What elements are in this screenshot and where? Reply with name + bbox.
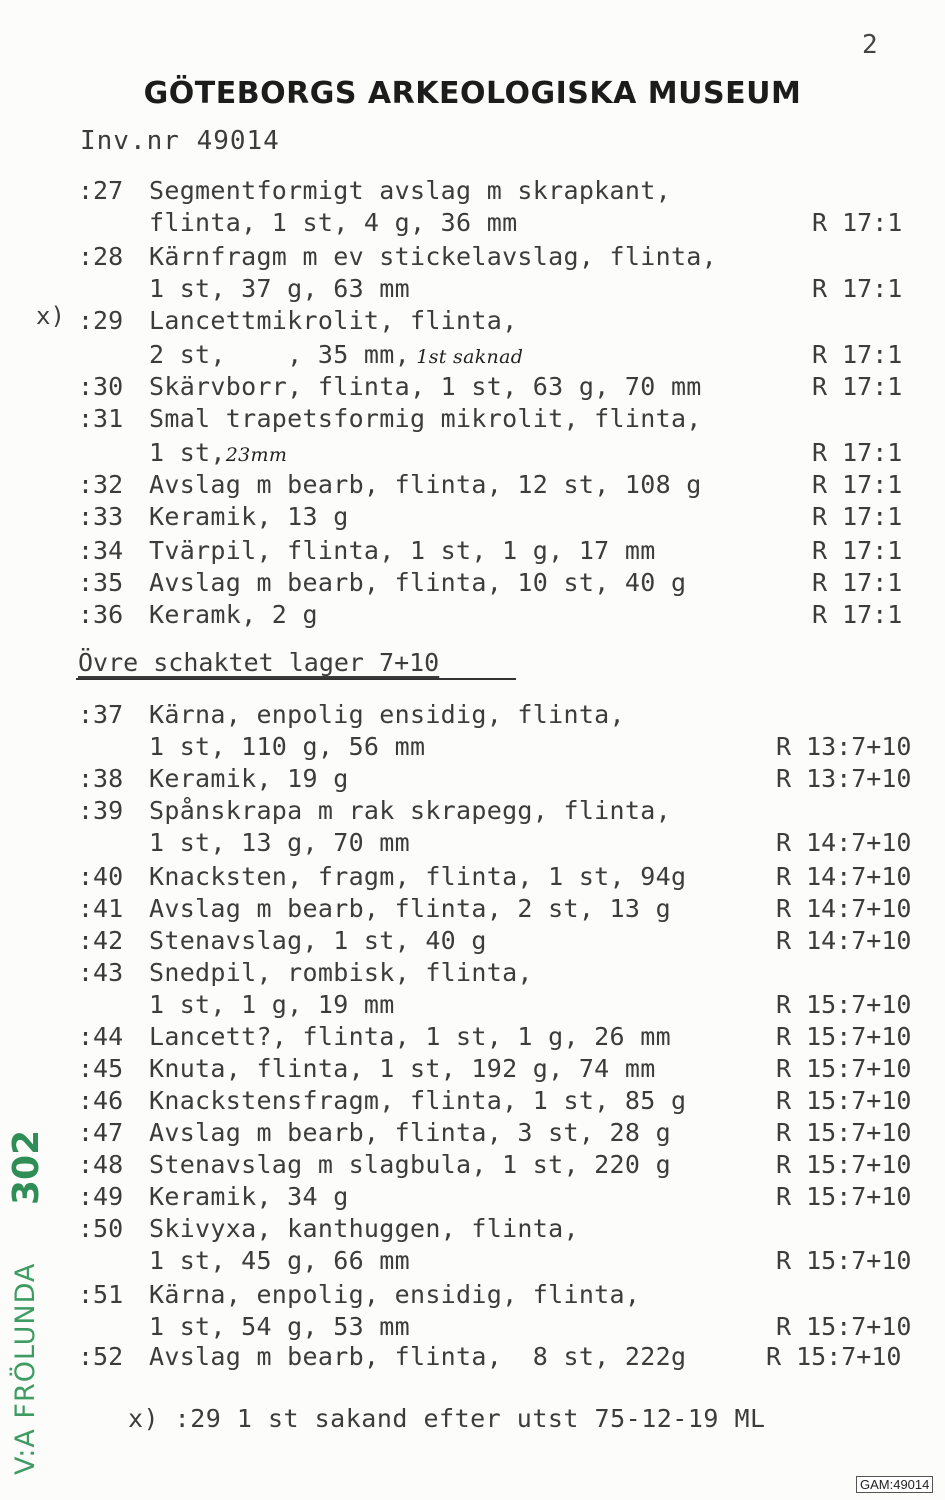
entry-number: :47 bbox=[78, 1118, 124, 1147]
entry-number: :36 bbox=[78, 600, 124, 629]
entry-description: Lancettmikrolit, flinta, bbox=[149, 306, 518, 335]
entry-reference: R 17:1 bbox=[812, 470, 903, 499]
entry-reference: R 15:7+10 bbox=[776, 1150, 912, 1179]
entry-description: Tvärpil, flinta, 1 st, 1 g, 17 mm bbox=[149, 536, 656, 565]
entry-reference: R 15:7+10 bbox=[776, 1054, 912, 1083]
entry-reference: R 14:7+10 bbox=[776, 828, 912, 857]
entry-description: 1 st, 13 g, 70 mm bbox=[149, 828, 410, 857]
entry-number: :27 bbox=[78, 176, 124, 205]
entry-description: Knackstensfragm, flinta, 1 st, 85 g bbox=[149, 1086, 687, 1115]
site-stamp: V:A FRÖLUNDA bbox=[10, 1262, 41, 1475]
entry-reference: R 17:1 bbox=[812, 208, 903, 237]
entry-number: :30 bbox=[78, 372, 124, 401]
entry-description: Knacksten, fragm, flinta, 1 st, 94g bbox=[149, 862, 687, 891]
entry-number: :39 bbox=[78, 796, 124, 825]
entry-description: Kärna, enpolig, ensidig, flinta, bbox=[149, 1280, 641, 1309]
entry-reference: R 15:7+10 bbox=[776, 1118, 912, 1147]
entry-description: Stenavslag, 1 st, 40 g bbox=[149, 926, 487, 955]
entry-number: :52 bbox=[78, 1342, 124, 1371]
entry-description: Keramk, 2 g bbox=[149, 600, 318, 629]
entry-number: :33 bbox=[78, 502, 124, 531]
inventory-number: Inv.nr 49014 bbox=[80, 126, 280, 156]
entry-number: :42 bbox=[78, 926, 124, 955]
entry-description: Avslag m bearb, flinta, 3 st, 28 g bbox=[149, 1118, 671, 1147]
entry-number: :40 bbox=[78, 862, 124, 891]
entry-number: :37 bbox=[78, 700, 124, 729]
margin-mark: x) bbox=[36, 302, 65, 330]
entry-number: :34 bbox=[78, 536, 124, 565]
section-heading: Övre schaktet lager 7+10 bbox=[78, 648, 440, 677]
entry-number: :46 bbox=[78, 1086, 124, 1115]
entry-reference: R 17:1 bbox=[812, 372, 903, 401]
entry-number: :28 bbox=[78, 242, 124, 271]
entry-reference: R 15:7+10 bbox=[776, 1022, 912, 1051]
entry-description: 1 st, 54 g, 53 mm bbox=[149, 1312, 410, 1341]
handwritten-note: 23mm bbox=[225, 444, 288, 466]
entry-description: Kärna, enpolig ensidig, flinta, bbox=[149, 700, 625, 729]
handwritten-note: 1st saknad bbox=[409, 346, 524, 368]
entry-reference: R 13:7+10 bbox=[776, 732, 912, 761]
entry-description: Skivyxa, kanthuggen, flinta, bbox=[149, 1214, 579, 1243]
section-rule bbox=[76, 678, 516, 680]
entry-reference: R 15:7+10 bbox=[776, 1312, 912, 1341]
entry-reference: R 13:7+10 bbox=[776, 764, 912, 793]
entry-description: Lancett?, flinta, 1 st, 1 g, 26 mm bbox=[149, 1022, 671, 1051]
image-id-tag: GAM:49014 bbox=[856, 1476, 933, 1493]
entry-number: :48 bbox=[78, 1150, 124, 1179]
entry-description: Snedpil, rombisk, flinta, bbox=[149, 958, 533, 987]
entry-reference: R 17:1 bbox=[812, 438, 903, 467]
entry-description: Avslag m bearb, flinta, 2 st, 13 g bbox=[149, 894, 671, 923]
entry-description: flinta, 1 st, 4 g, 36 mm bbox=[149, 208, 518, 237]
entry-number: :44 bbox=[78, 1022, 124, 1051]
entry-description: 1 st, 45 g, 66 mm bbox=[149, 1246, 410, 1275]
entry-number: :32 bbox=[78, 470, 124, 499]
entry-reference: R 15:7+10 bbox=[766, 1342, 902, 1371]
entry-reference: R 15:7+10 bbox=[776, 1246, 912, 1275]
entry-description: Keramik, 19 g bbox=[149, 764, 349, 793]
entry-description: Kärnfragm m ev stickelavslag, flinta, bbox=[149, 242, 717, 271]
entry-reference: R 17:1 bbox=[812, 340, 903, 369]
page-number: 2 bbox=[862, 30, 878, 60]
entry-description: Keramik, 34 g bbox=[149, 1182, 349, 1211]
entry-number: :38 bbox=[78, 764, 124, 793]
entry-reference: R 17:1 bbox=[812, 274, 903, 303]
entry-reference: R 15:7+10 bbox=[776, 990, 912, 1019]
entry-number: :45 bbox=[78, 1054, 124, 1083]
entry-description: Spånskrapa m rak skrapegg, flinta, bbox=[149, 796, 671, 825]
entry-number: :41 bbox=[78, 894, 124, 923]
entry-number: :43 bbox=[78, 958, 124, 987]
entry-description: 1 st,23mm bbox=[149, 438, 288, 467]
entry-number: :49 bbox=[78, 1182, 124, 1211]
entry-reference: R 17:1 bbox=[812, 568, 903, 597]
entry-description: Smal trapetsformig mikrolit, flinta, bbox=[149, 404, 702, 433]
entry-description: 1 st, 110 g, 56 mm bbox=[149, 732, 426, 761]
entry-reference: R 14:7+10 bbox=[776, 894, 912, 923]
entry-description: 1 st, 37 g, 63 mm bbox=[149, 274, 410, 303]
footnote: x) :29 1 st sakand efter utst 75-12-19 ML bbox=[128, 1404, 766, 1433]
entry-reference: R 14:7+10 bbox=[776, 926, 912, 955]
entry-description: Avslag m bearb, flinta, 10 st, 40 g bbox=[149, 568, 687, 597]
entry-description: Avslag m bearb, flinta, 12 st, 108 g bbox=[149, 470, 702, 499]
entry-reference: R 15:7+10 bbox=[776, 1182, 912, 1211]
entry-description: Skärvborr, flinta, 1 st, 63 g, 70 mm bbox=[149, 372, 702, 401]
entry-number: :29 bbox=[78, 306, 124, 335]
entry-description: Avslag m bearb, flinta, 8 st, 222g bbox=[149, 1342, 687, 1371]
entry-number: :31 bbox=[78, 404, 124, 433]
entry-description: Stenavslag m slagbula, 1 st, 220 g bbox=[149, 1150, 671, 1179]
entry-description: Knuta, flinta, 1 st, 192 g, 74 mm bbox=[149, 1054, 656, 1083]
entry-reference: R 17:1 bbox=[812, 502, 903, 531]
entry-description: 2 st, , 35 mm, 1st saknad bbox=[149, 340, 524, 369]
entry-description: 1 st, 1 g, 19 mm bbox=[149, 990, 395, 1019]
museum-heading: GÖTEBORGS ARKEOLOGISKA MUSEUM bbox=[143, 76, 802, 111]
entry-reference: R 15:7+10 bbox=[776, 1086, 912, 1115]
entry-number: :35 bbox=[78, 568, 124, 597]
entry-description: Segmentformigt avslag m skrapkant, bbox=[149, 176, 671, 205]
entry-reference: R 17:1 bbox=[812, 600, 903, 629]
entry-reference: R 14:7+10 bbox=[776, 862, 912, 891]
entry-number: :50 bbox=[78, 1214, 124, 1243]
entry-reference: R 17:1 bbox=[812, 536, 903, 565]
entry-number: :51 bbox=[78, 1280, 124, 1309]
stamp-number: 302 bbox=[6, 1129, 47, 1205]
entry-description: Keramik, 13 g bbox=[149, 502, 349, 531]
